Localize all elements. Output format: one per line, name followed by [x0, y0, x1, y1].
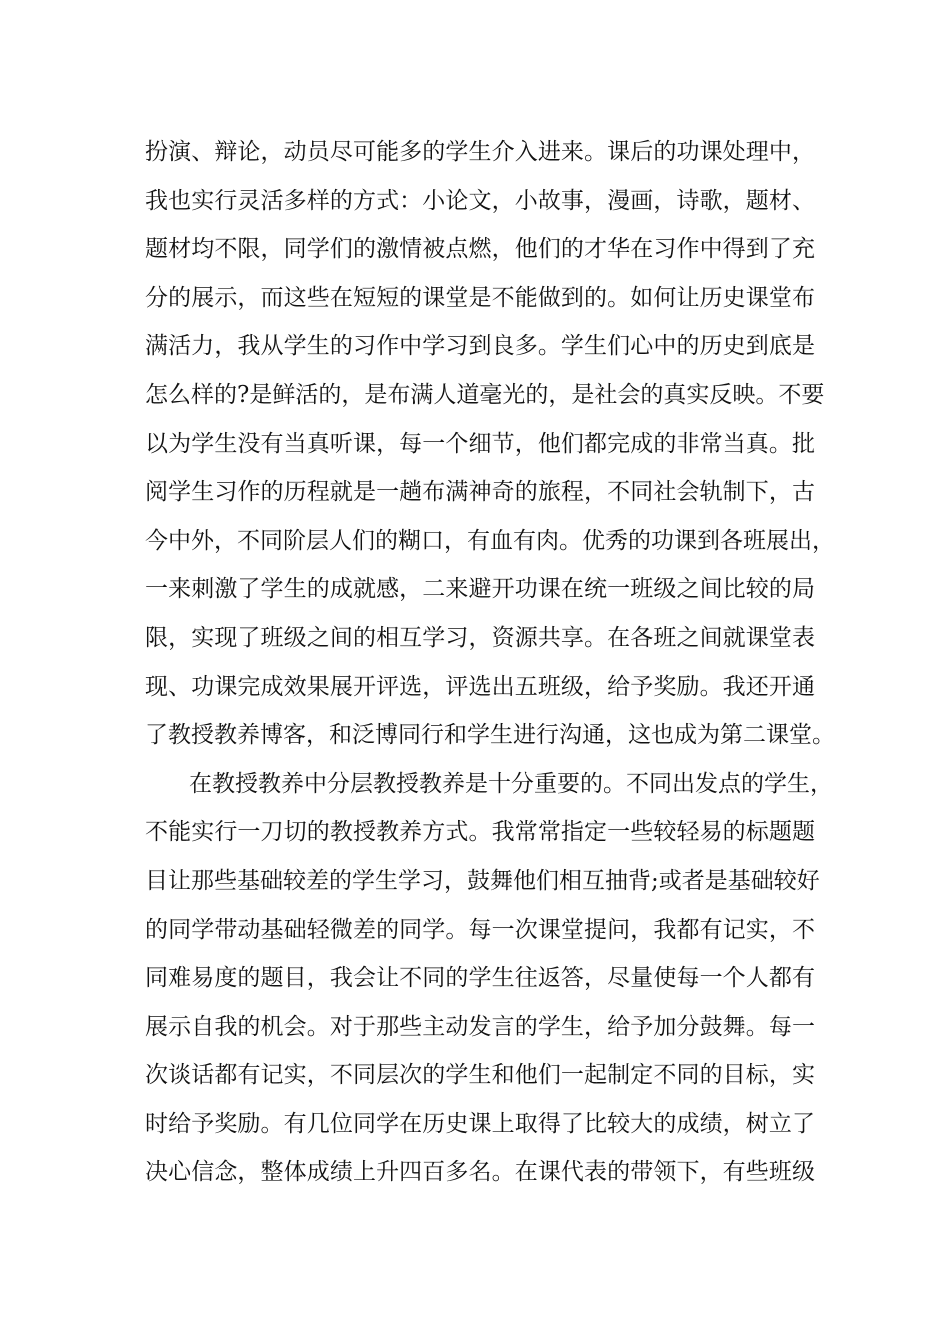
text-line: 满活力，我从学生的习作中学习到良多。学生们心中的历史到底是	[145, 333, 815, 360]
text-line: 我也实行灵活多样的方式：小论文，小故事，漫画，诗歌，题材、	[145, 187, 815, 214]
paragraph-end-line: 了教授教养博客，和泛博同行和学生进行沟通，这也成为第二课堂。	[145, 722, 835, 749]
text-line: 题材均不限，同学们的激情被点燃，他们的才华在习作中得到了充	[145, 236, 815, 263]
text-line: 怎么样的?是鲜活的，是布满人道毫光的，是社会的真实反映。不要	[145, 381, 825, 408]
text-line: 扮演、辩论，动员尽可能多的学生介入进来。课后的功课处理中，	[145, 139, 815, 165]
text-line: 的同学带动基础轻微差的同学。每一次课堂提问，我都有记实，不	[145, 916, 815, 943]
text-line: 不能实行一刀切的教授教养方式。我常常指定一些较轻易的标题题	[145, 819, 815, 846]
body-text	[145, 128, 835, 1197]
text-line: 展示自我的机会。对于那些主动发言的学生，给予加分鼓舞。每一	[145, 1013, 815, 1040]
text-line: 分的展示，而这些在短短的课堂是不能做到的。如何让历史课堂布	[145, 284, 815, 311]
text-line: 阅学生习作的历程就是一趟布满神奇的旅程，不同社会轨制下，古	[145, 479, 815, 506]
text-line: 现、功课完成效果展开评选，评选出五班级，给予奖励。我还开通	[145, 673, 815, 700]
paragraph-start-line: 在教授教养中分层教授教养是十分重要的。不同出发点的学生，	[189, 770, 833, 797]
text-line: 时给予奖励。有几位同学在历史课上取得了比较大的成绩，树立了	[145, 1110, 815, 1137]
text-line: 限，实现了班级之间的相互学习，资源共享。在各班之间就课堂表	[145, 624, 815, 651]
text-line: 次谈话都有记实，不同层次的学生和他们一起制定不同的目标，实	[145, 1062, 815, 1089]
text-line: 目让那些基础较差的学生学习，鼓舞他们相互抽背;或者是基础较好	[145, 867, 820, 894]
text-line: 一来刺激了学生的成就感，二来避开功课在统一班级之间比较的局	[145, 576, 815, 603]
text-line: 以为学生没有当真听课，每一个细节，他们都完成的非常当真。批	[145, 430, 815, 457]
text-line: 今中外，不同阶层人们的糊口，有血有肉。优秀的功课到各班展出，	[145, 527, 835, 554]
text-line: 同难易度的题目，我会让不同的学生往返答，尽量使每一个人都有	[145, 965, 815, 992]
text-line: 决心信念，整体成绩上升四百多名。在课代表的带领下，有些班级	[145, 1159, 815, 1186]
